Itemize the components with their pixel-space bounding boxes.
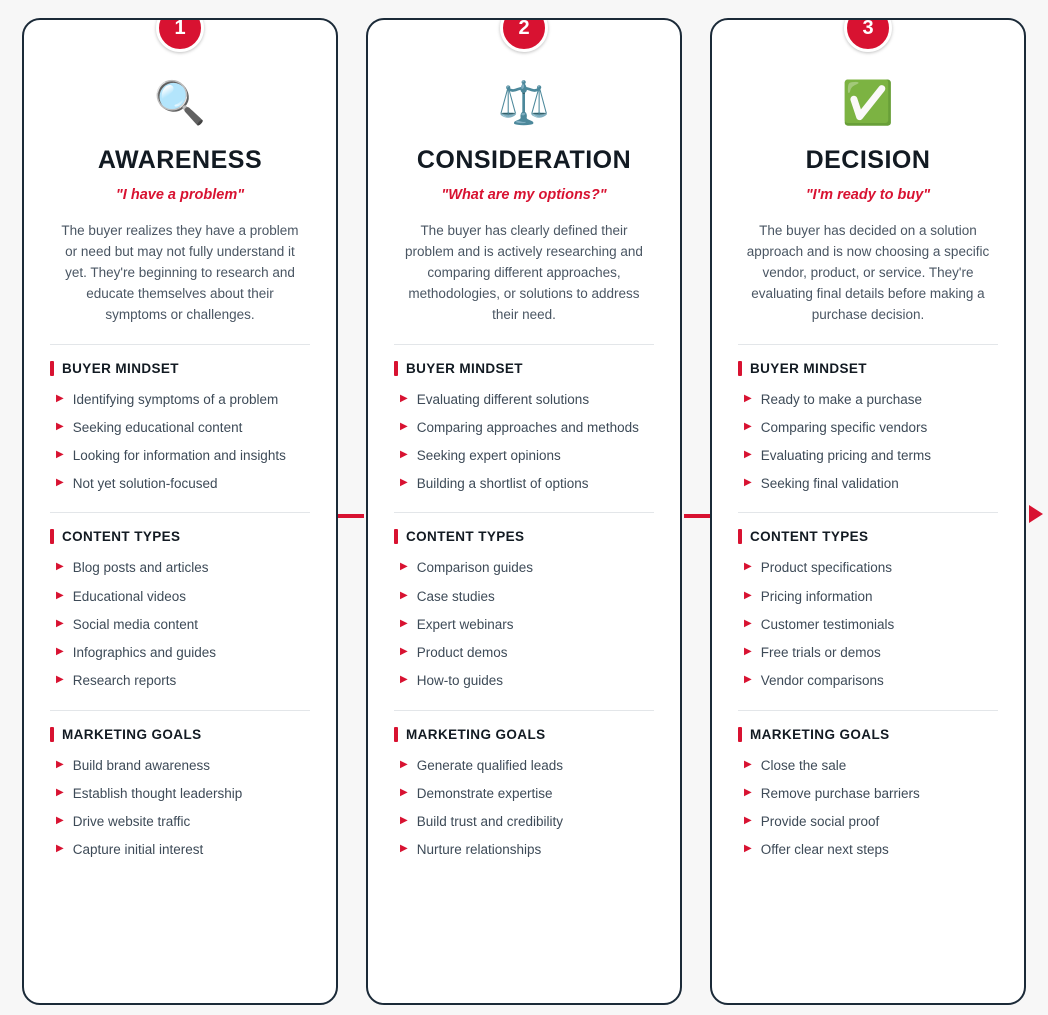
section-title: BUYER MINDSET xyxy=(750,360,867,376)
bullet-triangle-icon: ▶ xyxy=(744,449,752,461)
list-item-label: Expert webinars xyxy=(416,616,514,632)
stage-title: AWARENESS xyxy=(97,146,263,174)
stage-section xyxy=(50,711,310,879)
list-item xyxy=(50,414,310,442)
bullet-triangle-icon: ▶ xyxy=(56,646,64,658)
stage-description: The buyer has decided on a solution approach and is now choosing a specific vendor, product, or service. They're evaluating final details before making a purchase decision. xyxy=(738,221,998,345)
list-item-label: Research reports xyxy=(72,673,177,689)
list-item-label: Evaluating pricing and terms xyxy=(760,448,932,464)
list-item xyxy=(394,639,654,667)
list-item xyxy=(50,667,310,695)
list-item-label: Customer testimonials xyxy=(760,616,895,632)
section-accent-bar-icon xyxy=(50,727,54,742)
stage-section xyxy=(394,711,654,879)
bullet-list xyxy=(394,752,654,865)
list-item-label: Building a shortlist of options xyxy=(416,476,589,492)
list-item xyxy=(738,470,998,498)
list-item-label: Social media content xyxy=(72,616,199,632)
stage-card xyxy=(22,18,338,1005)
list-item xyxy=(50,554,310,582)
list-item-label: Demonstrate expertise xyxy=(416,785,553,801)
list-item-label: Comparison guides xyxy=(416,560,534,576)
stage-description: The buyer has clearly defined their problem and is actively researching and comparing different approaches, methodologies, or solutions to address their need. xyxy=(394,221,654,345)
stage-question: "What are my options?" xyxy=(441,187,607,203)
connector-2-3 xyxy=(684,514,710,518)
stage-title: DECISION xyxy=(805,146,931,174)
bullet-triangle-icon: ▶ xyxy=(744,786,752,798)
list-item-label: Pricing information xyxy=(760,588,873,604)
section-accent-bar-icon xyxy=(50,529,54,544)
bullet-triangle-icon: ▶ xyxy=(400,617,408,629)
list-item-label: Seeking final validation xyxy=(760,476,899,492)
list-item-label: Close the sale xyxy=(760,757,847,773)
list-item-label: Vendor comparisons xyxy=(760,673,884,689)
stage-title: CONSIDERATION xyxy=(416,146,632,174)
green-check-icon: ✅ xyxy=(841,79,895,126)
section-header xyxy=(394,529,654,544)
list-item xyxy=(394,667,654,695)
list-item xyxy=(50,442,310,470)
section-accent-bar-icon xyxy=(738,727,742,742)
bullet-triangle-icon: ▶ xyxy=(56,561,64,573)
list-item-label: Free trials or demos xyxy=(760,645,881,661)
section-title: CONTENT TYPES xyxy=(750,529,869,545)
section-header xyxy=(50,361,310,376)
list-item xyxy=(738,752,998,780)
list-item xyxy=(50,583,310,611)
stage-question: "I'm ready to buy" xyxy=(805,187,931,203)
stage-card xyxy=(366,18,682,1005)
section-header xyxy=(394,361,654,376)
list-item-label: Seeking expert opinions xyxy=(416,448,561,464)
list-item xyxy=(50,386,310,414)
stage-section xyxy=(738,345,998,514)
bullet-triangle-icon: ▶ xyxy=(400,646,408,658)
bullet-triangle-icon: ▶ xyxy=(56,758,64,770)
bullet-list xyxy=(50,554,310,695)
list-item xyxy=(394,386,654,414)
bullet-triangle-icon: ▶ xyxy=(744,843,752,855)
list-item-label: Infographics and guides xyxy=(72,645,217,661)
bullet-triangle-icon: ▶ xyxy=(56,674,64,686)
list-item xyxy=(50,752,310,780)
list-item xyxy=(394,780,654,808)
list-item xyxy=(394,752,654,780)
section-title: MARKETING GOALS xyxy=(406,726,546,742)
bullet-triangle-icon: ▶ xyxy=(56,392,64,404)
list-item xyxy=(394,836,654,864)
list-item xyxy=(738,667,998,695)
stage-number-badge: 1 xyxy=(156,18,204,52)
section-header xyxy=(738,361,998,376)
bullet-triangle-icon: ▶ xyxy=(400,420,408,432)
list-item-label: Build brand awareness xyxy=(72,757,211,773)
section-title: BUYER MINDSET xyxy=(62,360,179,376)
list-item-label: Seeking educational content xyxy=(72,419,243,435)
list-item xyxy=(738,780,998,808)
list-item-label: Provide social proof xyxy=(760,814,880,830)
list-item-label: Not yet solution-focused xyxy=(72,476,218,492)
bullet-triangle-icon: ▶ xyxy=(400,786,408,798)
list-item-label: Drive website traffic xyxy=(72,814,191,830)
list-item-label: Looking for information and insights xyxy=(72,448,286,464)
magnifying-glass-icon: 🔍 xyxy=(153,79,207,126)
list-item-label: Comparing specific vendors xyxy=(760,419,928,435)
bullet-triangle-icon: ▶ xyxy=(744,589,752,601)
connector-1-2 xyxy=(338,514,364,518)
bullet-triangle-icon: ▶ xyxy=(400,589,408,601)
list-item-label: Build trust and credibility xyxy=(416,814,564,830)
list-item xyxy=(738,442,998,470)
bullet-triangle-icon: ▶ xyxy=(56,815,64,827)
section-title: MARKETING GOALS xyxy=(750,726,890,742)
list-item-label: Offer clear next steps xyxy=(760,842,889,858)
stage-number-badge: 3 xyxy=(844,18,892,52)
list-item-label: Educational videos xyxy=(72,588,187,604)
section-accent-bar-icon xyxy=(394,727,398,742)
list-item-label: Generate qualified leads xyxy=(416,757,564,773)
list-item xyxy=(394,470,654,498)
bullet-triangle-icon: ▶ xyxy=(744,392,752,404)
section-accent-bar-icon xyxy=(738,529,742,544)
section-header xyxy=(738,727,998,742)
stage-section xyxy=(738,711,998,879)
section-title: BUYER MINDSET xyxy=(406,360,523,376)
bullet-list xyxy=(394,554,654,695)
list-item-label: How-to guides xyxy=(416,673,503,689)
list-item-label: Blog posts and articles xyxy=(72,560,209,576)
bullet-triangle-icon: ▶ xyxy=(400,561,408,573)
bullet-triangle-icon: ▶ xyxy=(56,786,64,798)
bullet-triangle-icon: ▶ xyxy=(56,843,64,855)
bullet-triangle-icon: ▶ xyxy=(744,617,752,629)
stage-number-badge: 2 xyxy=(500,18,548,52)
bullet-triangle-icon: ▶ xyxy=(400,758,408,770)
bullet-triangle-icon: ▶ xyxy=(744,758,752,770)
bullet-list xyxy=(738,554,998,695)
list-item xyxy=(394,611,654,639)
bullet-triangle-icon: ▶ xyxy=(744,815,752,827)
section-header xyxy=(738,529,998,544)
section-header xyxy=(50,529,310,544)
section-title: MARKETING GOALS xyxy=(62,726,202,742)
stage-section xyxy=(738,513,998,710)
bullet-triangle-icon: ▶ xyxy=(400,843,408,855)
list-item xyxy=(738,808,998,836)
list-item xyxy=(50,611,310,639)
bullet-list xyxy=(738,386,998,499)
stage-description: The buyer realizes they have a problem or need but may not fully understand it yet. They're beginning to research and educate themselves about their symptoms or challenges. xyxy=(50,221,310,345)
list-item xyxy=(738,554,998,582)
section-accent-bar-icon xyxy=(738,361,742,376)
list-item xyxy=(394,583,654,611)
bullet-triangle-icon: ▶ xyxy=(400,815,408,827)
bullet-list xyxy=(738,752,998,865)
list-item xyxy=(394,442,654,470)
balance-scale-icon: ⚖️ xyxy=(497,79,551,126)
list-item-label: Identifying symptoms of a problem xyxy=(72,391,279,407)
bullet-triangle-icon: ▶ xyxy=(744,646,752,658)
list-item-label: Remove purchase barriers xyxy=(760,785,920,801)
bullet-triangle-icon: ▶ xyxy=(56,420,64,432)
list-item xyxy=(50,470,310,498)
stage-card xyxy=(710,18,1026,1005)
section-title: CONTENT TYPES xyxy=(406,529,525,545)
list-item-label: Product specifications xyxy=(760,560,893,576)
bullet-list xyxy=(394,386,654,499)
bullet-triangle-icon: ▶ xyxy=(400,449,408,461)
list-item xyxy=(50,836,310,864)
stage-section xyxy=(394,345,654,514)
list-item xyxy=(394,808,654,836)
list-item xyxy=(738,836,998,864)
list-item xyxy=(50,780,310,808)
bullet-triangle-icon: ▶ xyxy=(744,674,752,686)
list-item-label: Ready to make a purchase xyxy=(760,391,923,407)
bullet-triangle-icon: ▶ xyxy=(744,420,752,432)
bullet-triangle-icon: ▶ xyxy=(744,561,752,573)
list-item xyxy=(738,639,998,667)
stage-section xyxy=(50,513,310,710)
bullet-triangle-icon: ▶ xyxy=(56,589,64,601)
list-item xyxy=(394,414,654,442)
bullet-triangle-icon: ▶ xyxy=(56,617,64,629)
section-title: CONTENT TYPES xyxy=(62,529,181,545)
list-item xyxy=(50,808,310,836)
stage-question: "I have a problem" xyxy=(115,187,245,203)
list-item-label: Capture initial interest xyxy=(72,842,204,858)
section-header xyxy=(50,727,310,742)
bullet-triangle-icon: ▶ xyxy=(56,449,64,461)
list-item-label: Establish thought leadership xyxy=(72,785,243,801)
bullet-triangle-icon: ▶ xyxy=(744,477,752,489)
section-accent-bar-icon xyxy=(394,361,398,376)
list-item xyxy=(738,414,998,442)
section-accent-bar-icon xyxy=(50,361,54,376)
list-item-label: Comparing approaches and methods xyxy=(416,419,639,435)
list-item xyxy=(738,386,998,414)
list-item-label: Case studies xyxy=(416,588,495,604)
list-item-label: Nurture relationships xyxy=(416,842,542,858)
bullet-triangle-icon: ▶ xyxy=(400,674,408,686)
list-item xyxy=(394,554,654,582)
stage-section xyxy=(50,345,310,514)
bullet-triangle-icon: ▶ xyxy=(56,477,64,489)
list-item xyxy=(738,583,998,611)
flow-arrow-icon xyxy=(1029,505,1043,523)
bullet-list xyxy=(50,386,310,499)
list-item xyxy=(50,639,310,667)
list-item-label: Evaluating different solutions xyxy=(416,391,590,407)
stage-section xyxy=(394,513,654,710)
bullet-list xyxy=(50,752,310,865)
list-item xyxy=(738,611,998,639)
list-item-label: Product demos xyxy=(416,645,508,661)
section-header xyxy=(394,727,654,742)
bullet-triangle-icon: ▶ xyxy=(400,477,408,489)
section-accent-bar-icon xyxy=(394,529,398,544)
bullet-triangle-icon: ▶ xyxy=(400,392,408,404)
